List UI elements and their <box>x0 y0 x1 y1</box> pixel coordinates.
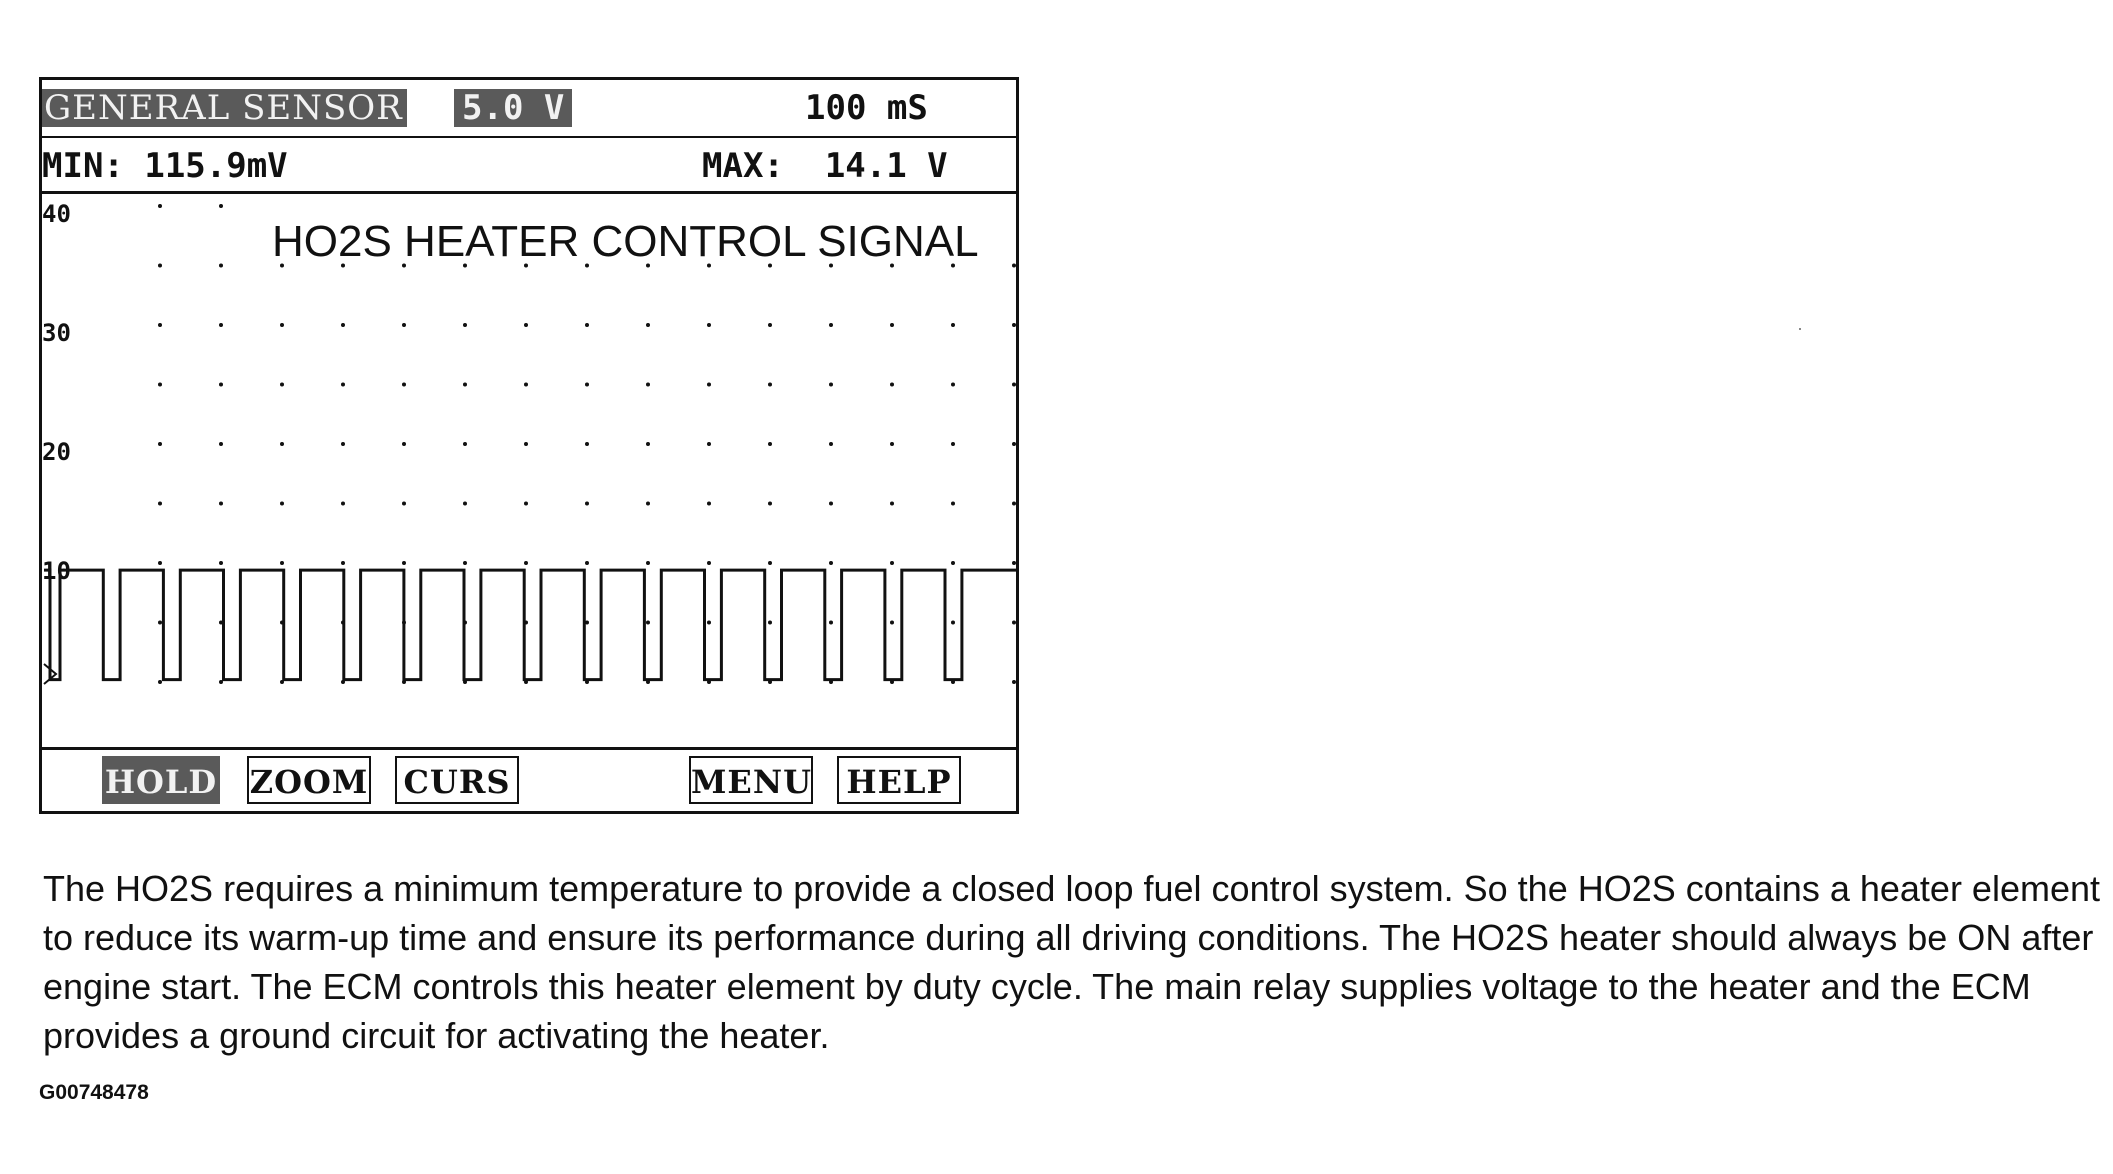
grid-dot <box>219 323 223 327</box>
grid-dot <box>158 323 162 327</box>
grid-dot <box>890 383 894 387</box>
hold-button[interactable]: HOLD <box>102 756 220 804</box>
grid-dot <box>158 383 162 387</box>
grid-dot <box>280 323 284 327</box>
grid-dot <box>585 323 589 327</box>
grid-dot <box>951 621 955 625</box>
grid-dot <box>707 621 711 625</box>
grid-dot <box>1012 323 1016 327</box>
scope-panel <box>39 77 1019 814</box>
grid-dot <box>524 383 528 387</box>
max-value: MAX: 14.1 V <box>702 146 948 186</box>
grid-dot <box>646 323 650 327</box>
y-tick-label: 20 <box>42 438 71 466</box>
grid-dot <box>951 383 955 387</box>
grid-dot <box>585 561 589 565</box>
grid-dot <box>951 442 955 446</box>
grid-dot <box>341 442 345 446</box>
grid-dot <box>341 561 345 565</box>
grid-dot <box>402 502 406 506</box>
grid-dot <box>707 323 711 327</box>
grid-dot <box>585 502 589 506</box>
grid-dot <box>890 323 894 327</box>
grid-dot <box>158 204 162 208</box>
grid-dot <box>158 680 162 684</box>
grid-dot <box>707 383 711 387</box>
grid-dot <box>646 383 650 387</box>
grid-dot <box>707 502 711 506</box>
grid-dot <box>280 561 284 565</box>
grid-dot <box>219 264 223 268</box>
grid-dot <box>524 442 528 446</box>
grid-dot <box>768 621 772 625</box>
grid-dot <box>280 383 284 387</box>
grid-dot <box>951 561 955 565</box>
heater-signal-waveform <box>44 570 1016 679</box>
grid-dot <box>829 383 833 387</box>
grid-dot <box>890 502 894 506</box>
description-text <box>43 864 2103 1060</box>
scope-header <box>42 80 1016 136</box>
grid-dot <box>280 442 284 446</box>
grid-dot <box>890 621 894 625</box>
description-paragraph: The HO2S requires a minimum temperature to provide a closed loop fuel control system. So the HO2S contains a heater element to reduce its warm-up time and ensure its performance during all driving conditions. The HO2S heater should always be ON after engine start. The ECM controls this heater element by duty cycle. The main relay supplies voltage to the heater and the ECM provides a ground circuit for activating the heater. <box>43 868 2101 1056</box>
y-axis-ticks <box>42 200 71 585</box>
grid-dot <box>1012 561 1016 565</box>
grid-dot <box>585 442 589 446</box>
grid-dot <box>463 323 467 327</box>
grid-dot <box>463 502 467 506</box>
grid-dot <box>219 561 223 565</box>
grid-dot <box>646 442 650 446</box>
y-tick-label: 30 <box>42 319 71 347</box>
grid-dot <box>646 621 650 625</box>
y-tick-label: 10 <box>42 557 71 585</box>
grid-dot <box>829 561 833 565</box>
grid-dot <box>951 323 955 327</box>
grid-dot <box>646 502 650 506</box>
grid-dot <box>219 502 223 506</box>
grid-dot <box>1012 621 1016 625</box>
grid-dot <box>341 383 345 387</box>
grid-dot <box>158 502 162 506</box>
grid-dot <box>707 561 711 565</box>
grid-dot <box>646 561 650 565</box>
grid-dot <box>219 442 223 446</box>
menu-button[interactable]: MENU <box>689 756 813 804</box>
waveform-graph <box>42 194 1016 747</box>
grid-dot <box>219 383 223 387</box>
grid-dot <box>402 383 406 387</box>
grid-dot <box>1012 680 1016 684</box>
grid-dot <box>1012 383 1016 387</box>
grid-dot <box>463 383 467 387</box>
grid-dot <box>402 561 406 565</box>
grid-dot <box>829 502 833 506</box>
chart-title: HO2S HEATER CONTROL SIGNAL <box>272 217 979 266</box>
grid-dot <box>890 561 894 565</box>
grid-dot <box>280 502 284 506</box>
grid-dot <box>158 264 162 268</box>
time-scale-label[interactable]: 100 mS <box>805 88 928 128</box>
grid-dots <box>158 204 1016 684</box>
grid-dot <box>524 323 528 327</box>
grid-dot <box>158 442 162 446</box>
grid-dot <box>585 383 589 387</box>
grid-dot <box>402 442 406 446</box>
grid-dot <box>768 561 772 565</box>
zoom-button[interactable]: ZOOM <box>247 756 371 804</box>
grid-dot <box>341 502 345 506</box>
grid-dot <box>829 621 833 625</box>
grid-dot <box>1012 502 1016 506</box>
grid-dot <box>524 502 528 506</box>
grid-dot <box>463 442 467 446</box>
grid-dot <box>158 621 162 625</box>
grid-dot <box>890 442 894 446</box>
grid-dot <box>707 442 711 446</box>
grid-dot <box>768 383 772 387</box>
stray-dot <box>1799 328 1801 330</box>
grid-dot <box>524 561 528 565</box>
sensor-name-label[interactable]: GENERAL SENSOR <box>42 89 407 127</box>
volt-scale-label[interactable]: 5.0 V <box>454 89 572 127</box>
curs-button[interactable]: CURS <box>395 756 519 804</box>
grid-dot <box>829 442 833 446</box>
grid-dot <box>829 323 833 327</box>
grid-dot <box>219 204 223 208</box>
grid-dot <box>1012 442 1016 446</box>
grid-dot <box>768 442 772 446</box>
grid-dot <box>402 323 406 327</box>
grid-dot <box>158 561 162 565</box>
grid-dot <box>463 561 467 565</box>
grid-dot <box>768 323 772 327</box>
min-value: MIN: 115.9mV <box>42 146 288 186</box>
figure-id: G00748478 <box>39 1081 149 1104</box>
y-tick-label: 40 <box>42 200 71 228</box>
grid-dot <box>951 502 955 506</box>
softkey-bar <box>42 747 1016 811</box>
grid-dot <box>1012 264 1016 268</box>
grid-dot <box>341 323 345 327</box>
help-button[interactable]: HELP <box>837 756 961 804</box>
grid-dot <box>768 502 772 506</box>
min-max-readout <box>42 136 1016 194</box>
